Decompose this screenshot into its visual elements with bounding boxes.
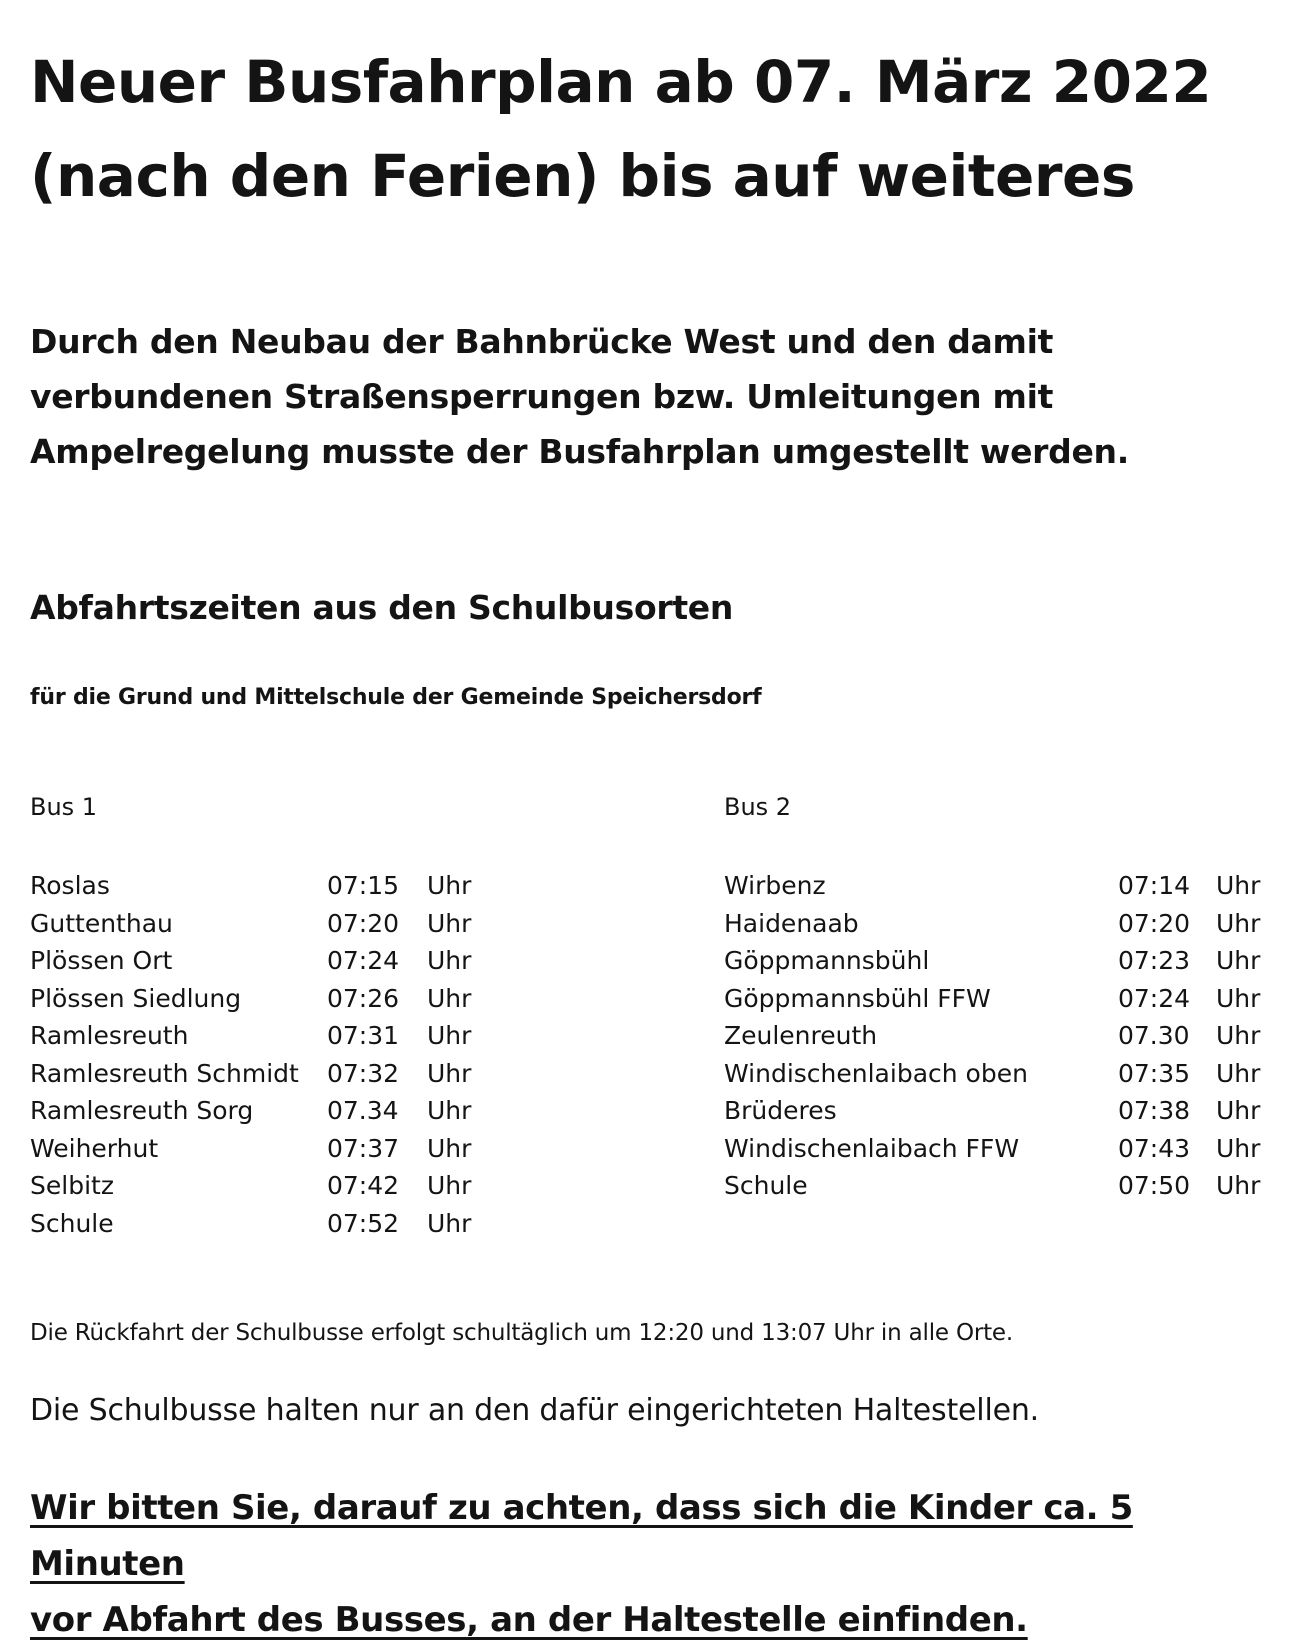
stop-name: Göppmannsbühl bbox=[724, 946, 930, 975]
stop-name: Ramlesreuth Schmidt bbox=[30, 1058, 299, 1088]
stop-name: Schule bbox=[30, 1208, 114, 1238]
time-unit: Uhr bbox=[1216, 1096, 1261, 1125]
time-unit: Uhr bbox=[1216, 871, 1261, 900]
departure-time: 07:38 bbox=[1118, 1096, 1191, 1125]
stop-name: Selbitz bbox=[30, 1171, 114, 1200]
time-unit: Uhr bbox=[427, 1021, 472, 1050]
bus-1-label: Bus 1 bbox=[30, 793, 98, 821]
time-unit: Uhr bbox=[1216, 1133, 1261, 1163]
departure-time: 07:24 bbox=[1118, 983, 1191, 1013]
time-unit: Uhr bbox=[427, 983, 472, 1013]
time-unit: Uhr bbox=[1216, 1021, 1261, 1050]
departure-time: 07:20 bbox=[1118, 908, 1191, 938]
stop-name: Göppmannsbühl FFW bbox=[724, 983, 991, 1013]
stop-name: Windischenlaibach FFW bbox=[724, 1133, 1020, 1163]
stop-name: Plössen Ort bbox=[30, 946, 173, 975]
time-unit: Uhr bbox=[427, 1096, 472, 1125]
bus-2-label: Bus 2 bbox=[724, 793, 792, 821]
time-unit: Uhr bbox=[427, 908, 472, 938]
warning-line-1: Wir bitten Sie, darauf zu achten, dass sich die Kinder ca. 5 Minuten bbox=[30, 1488, 1133, 1584]
departure-time: 07:26 bbox=[327, 983, 400, 1013]
time-unit: Uhr bbox=[1216, 946, 1261, 975]
stop-name: Ramlesreuth bbox=[30, 1021, 189, 1050]
intro-line-2: verbundenen Straßensperrungen bzw. Umleitungen mit bbox=[30, 377, 1054, 416]
departure-time: 07:32 bbox=[327, 1058, 400, 1088]
stop-name: Plössen Siedlung bbox=[30, 983, 242, 1013]
time-unit: Uhr bbox=[1216, 1171, 1261, 1200]
bus-stops-note: Die Schulbusse halten nur an den dafür eingerichteten Haltestellen. bbox=[30, 1393, 1039, 1428]
section-heading: Abfahrtszeiten aus den Schulbusorten bbox=[30, 588, 734, 627]
departure-time: 07:23 bbox=[1118, 946, 1191, 975]
time-unit: Uhr bbox=[427, 1208, 472, 1238]
stop-name: Weiherhut bbox=[30, 1133, 159, 1163]
time-unit: Uhr bbox=[427, 1058, 472, 1088]
departure-time: 07:24 bbox=[327, 946, 400, 975]
arrival-warning bbox=[30, 1480, 1290, 1648]
stop-name: Schule bbox=[724, 1171, 808, 1200]
stop-name: Guttenthau bbox=[30, 908, 173, 938]
departure-time: 07:20 bbox=[327, 908, 400, 938]
departure-time: 07:35 bbox=[1118, 1058, 1191, 1088]
time-unit: Uhr bbox=[1216, 908, 1261, 938]
stop-name: Roslas bbox=[30, 871, 110, 900]
departure-time: 07:31 bbox=[327, 1021, 400, 1050]
time-unit: Uhr bbox=[427, 1171, 472, 1200]
departure-time: 07.30 bbox=[1118, 1021, 1190, 1050]
departure-time: 07:52 bbox=[327, 1208, 400, 1238]
time-unit: Uhr bbox=[1216, 1058, 1261, 1088]
school-subheading: für die Grund und Mittelschule der Gemeinde Speichersdorf bbox=[30, 685, 762, 710]
stop-name: Haidenaab bbox=[724, 908, 859, 938]
departure-time: 07:42 bbox=[327, 1171, 400, 1200]
departure-time: 07:50 bbox=[1118, 1171, 1191, 1200]
warning-line-2: vor Abfahrt des Busses, an der Haltestelle einfinden. bbox=[30, 1600, 1028, 1640]
stop-name: Wirbenz bbox=[724, 871, 826, 900]
return-trip-note: Die Rückfahrt der Schulbusse erfolgt schultäglich um 12:20 und 13:07 Uhr in alle Orte. bbox=[30, 1320, 1013, 1346]
departure-time: 07:15 bbox=[327, 871, 400, 900]
stop-name: Windischenlaibach oben bbox=[724, 1058, 1028, 1088]
page-title bbox=[30, 35, 1280, 223]
time-unit: Uhr bbox=[427, 1133, 472, 1163]
departure-time: 07:14 bbox=[1118, 871, 1191, 900]
time-unit: Uhr bbox=[427, 946, 472, 975]
intro-line-1: Durch den Neubau der Bahnbrücke West und den damit bbox=[30, 322, 1054, 361]
stop-name: Ramlesreuth Sorg bbox=[30, 1096, 254, 1125]
title-line-2: (nach den Ferien) bis auf weiteres bbox=[30, 142, 1135, 210]
departure-time: 07:37 bbox=[327, 1133, 400, 1163]
intro-line-3: Ampelregelung musste der Busfahrplan umgestellt werden. bbox=[30, 432, 1129, 471]
intro-paragraph bbox=[30, 314, 1280, 479]
departure-time: 07:43 bbox=[1118, 1133, 1191, 1163]
time-unit: Uhr bbox=[1216, 983, 1261, 1013]
time-unit: Uhr bbox=[427, 871, 472, 900]
departure-time: 07.34 bbox=[327, 1096, 399, 1125]
stop-name: Brüderes bbox=[724, 1096, 837, 1125]
stop-name: Zeulenreuth bbox=[724, 1021, 878, 1050]
title-line-1: Neuer Busfahrplan ab 07. März 2022 bbox=[30, 48, 1212, 116]
